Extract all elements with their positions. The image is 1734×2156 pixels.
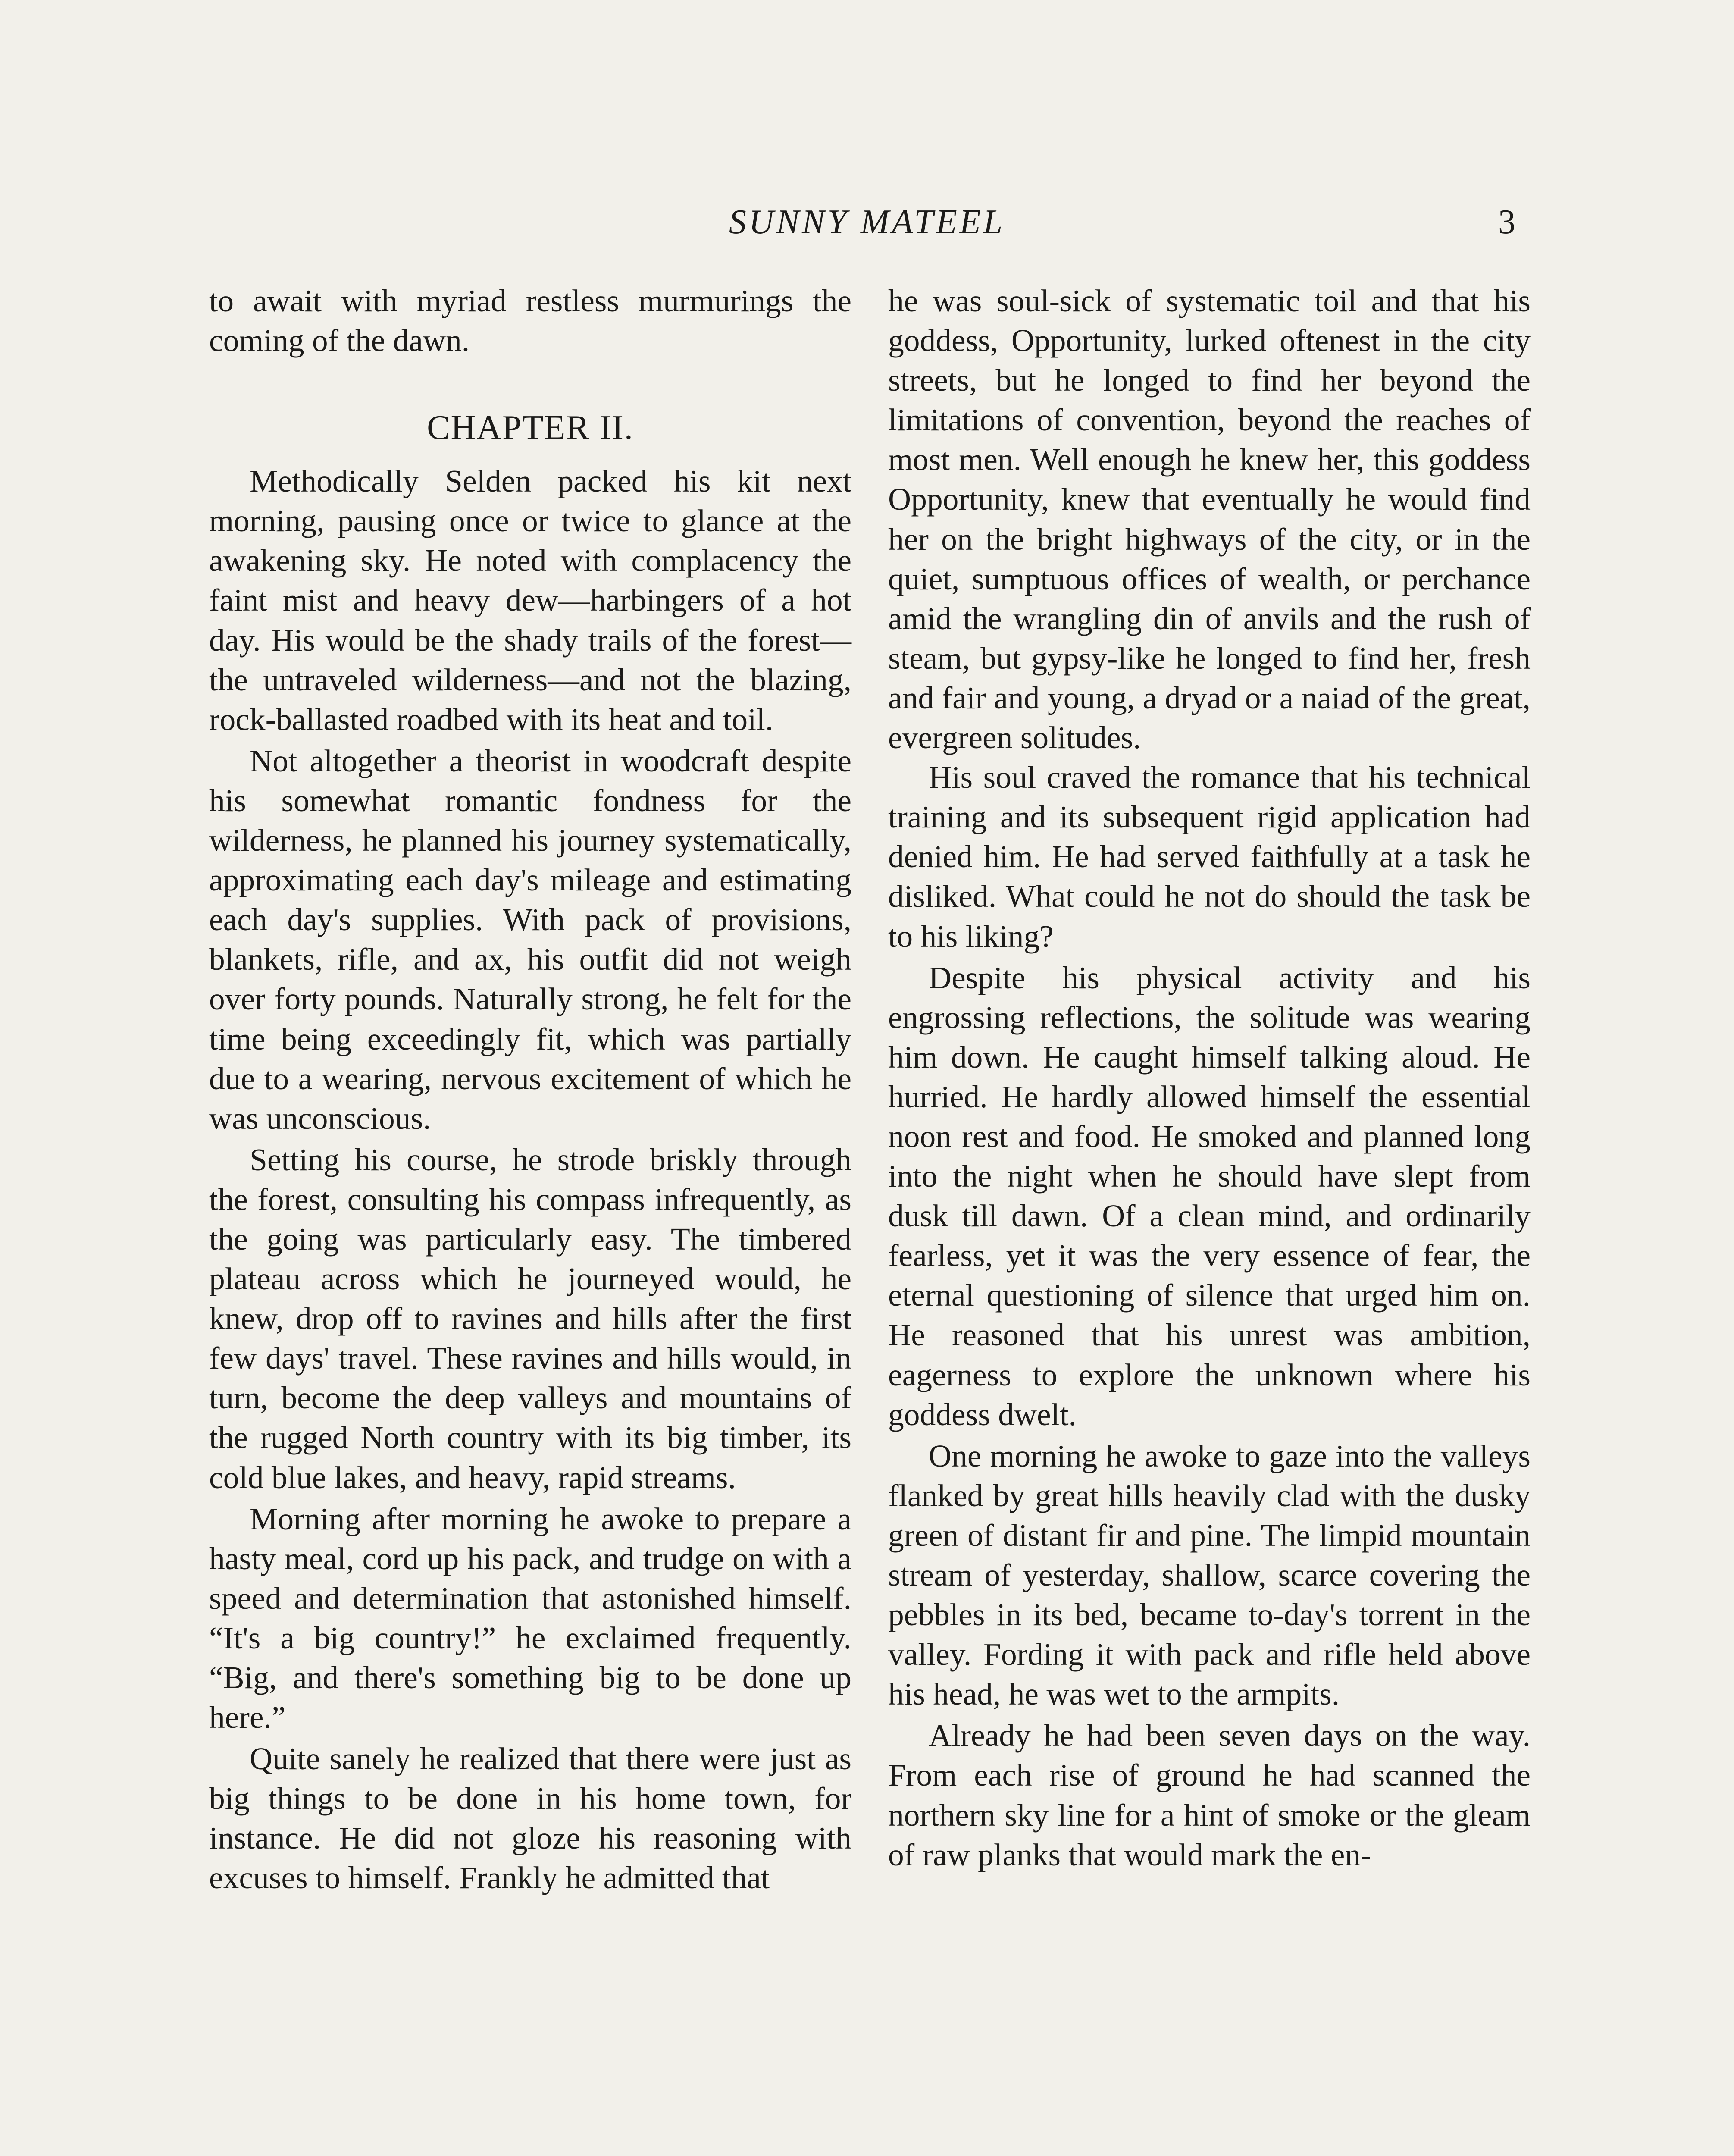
chapter-heading: CHAPTER II. [427,409,634,447]
running-title: SUNNY MATEEL [729,203,1005,241]
left-column [209,281,851,1898]
paragraph: Not altogether a theorist in woodcraft despite his somewhat romantic fondness for the wilderness, he planned his journey systematically, approximating each day's mileage and estimating each day's supplies. With pack of provisions, blankets, rifle, and ax, his outfit did not weigh over forty pounds. Naturally strong, he felt for the time being exceedingly fit, which was partially due to a wearing, nervous excitement of which he was unconscious. [209,743,851,1136]
paragraph: Quite sanely he realized that there were just as big things to be done in his home town, for instance. He did not gloze his reasoning with excuses to himself. Frankly he admitted that [209,1741,851,1896]
paragraph: His soul craved the romance that his technical training and its subsequent rigid application had denied him. He had served faithfully at a task he disliked. What could he not do should the task be to his liking? [888,760,1531,954]
paragraph: Already he had been seven days on the way. From each rise of ground he had scanned the northern sky line for a hint of smoke or the gleam of raw planks that would mark the en- [888,1718,1531,1872]
paragraph: Morning after morning he awoke to prepare a hasty meal, cord up his pack, and trudge on with a speed and determination that astonished himself. “It's a big country!” he exclaimed frequently. “Big, and there's something big to be done up here.” [209,1501,851,1735]
continued-paragraph: to await with myriad restless murmurings the coming of the dawn. [209,283,851,358]
page-number: 3 [1498,203,1515,241]
paragraph: Setting his course, he strode briskly through the forest, consulting his compass infrequently, as the going was particularly easy. The timbered plateau across which he journeyed would, he knew, drop off to ravines and hills after the first few days' travel. These ravines and hills would, in turn, become the deep valleys and mountains of the rugged North country with its big timber, its cold blue lakes, and heavy, rapid streams. [209,1142,851,1495]
paragraph: Despite his physical activity and his engrossing reflections, the solitude was wearing him down. He caught himself talking aloud. He hurried. He hardly allowed himself the essential noon rest and food. He smoked and planned long into the night when he should have slept from dusk till dawn. Of a clean mind, and ordinarily fearless, yet it was the very essence of fear, the eternal questioning of silence that urged him on. He reasoned that his unrest was ambition, eagerness to explore the unknown where his goddess dwelt. [888,960,1531,1432]
right-column [888,281,1531,1875]
continued-paragraph: he was soul-sick of systematic toil and that his goddess, Opportunity, lurked oftenest in the city streets, but he longed to find her beyond the limitations of convention, beyond the reaches of most men. Well enough he knew her, this goddess Opportunity, knew that eventually he would find her on the bright highways of the city, or in the quiet, sumptuous offices of wealth, or perchance amid the wrangling din of anvils and the rush of steam, but gypsy-like he longed to find her, fresh and fair and young, a dryad or a naiad of the great, evergreen solitudes. [888,283,1531,755]
paragraph: Methodically Selden packed his kit next morning, pausing once or twice to glance at the awakening sky. He noted with complacency the faint mist and heavy dew—harbingers of a hot day. His would be the shady trails of the forest—the untraveled wilderness—and not the blazing, rock-ballasted roadbed with its heat and toil. [209,464,851,737]
paragraph: One morning he awoke to gaze into the valleys flanked by great hills heavily clad with the dusky green of distant fir and pine. The limpid mountain stream of yesterday, shallow, scarce covering the pebbles in its bed, became to-day's torrent in the valley. Fording it with pack and rifle held above his head, he was wet to the armpits. [888,1438,1531,1712]
